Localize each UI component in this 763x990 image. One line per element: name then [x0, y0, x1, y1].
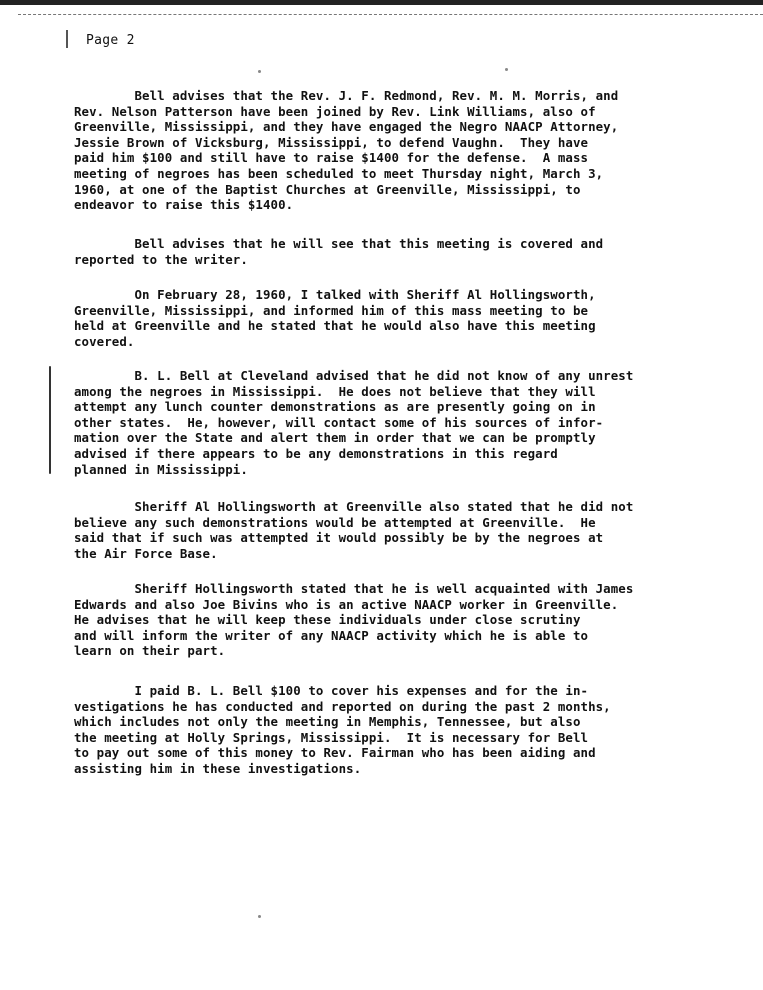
text-line: meeting of negroes has been scheduled to meet Thursday night, March 3,: [74, 165, 604, 181]
text-line: On February 28, 1960, I talked with Sheriff Al Hollingsworth,: [74, 287, 596, 302]
text-line: Greenville, Mississippi, and they have engaged the Negro NAACP Attorney,: [74, 119, 619, 135]
margin-tick-mark: [66, 30, 68, 48]
page-number-label: Page 2: [86, 33, 135, 48]
text-line: among the negroes in Mississippi. He does not believe that they will: [74, 383, 596, 399]
text-line: mation over the State and alert them in order that we can be promptly: [74, 430, 596, 446]
text-line: Sheriff Al Hollingsworth at Greenville also stated that he did not: [74, 499, 634, 514]
margin-annotation-line: [49, 366, 51, 474]
text-line: which includes not only the meeting in Memphis, Tennessee, but also: [74, 714, 581, 730]
paragraph-6: [74, 581, 714, 659]
text-line: Jessie Brown of Vicksburg, Mississippi, to defend Vaughn. They have: [74, 134, 589, 150]
paragraph-2: [74, 236, 714, 267]
text-line: He advises that he will keep these individuals under close scrutiny: [74, 612, 581, 628]
text-line: other states. He, however, will contact some of his sources of infor-: [74, 414, 604, 430]
paragraph-3: [74, 287, 714, 349]
text-line: Sheriff Hollingsworth stated that he is well acquainted with James: [74, 581, 634, 596]
text-line: the Air Force Base.: [74, 545, 218, 561]
text-line: Edwards and also Joe Bivins who is an active NAACP worker in Greenville.: [74, 596, 619, 612]
scan-speck: [258, 70, 261, 73]
top-border-rule: [0, 0, 763, 5]
text-line: I paid B. L. Bell $100 to cover his expenses and for the in-: [74, 683, 589, 698]
paragraph-1: [74, 88, 714, 213]
text-line: Bell advises that the Rev. J. F. Redmond, Rev. M. M. Morris, and: [74, 88, 619, 103]
text-line: paid him $100 and still have to raise $1400 for the defense. A mass: [74, 150, 589, 166]
text-line: advised if there appears to be any demonstrations in this regard: [74, 445, 558, 461]
text-line: Bell advises that he will see that this meeting is covered and: [74, 236, 604, 251]
text-line: B. L. Bell at Cleveland advised that he did not know of any unrest: [74, 368, 634, 383]
text-line: attempt any lunch counter demonstrations as are presently going on in: [74, 399, 596, 415]
text-line: Rev. Nelson Patterson have been joined by Rev. Link Williams, also of: [74, 103, 596, 119]
text-line: believe any such demonstrations would be attempted at Greenville. He: [74, 514, 596, 530]
paragraph-5: [74, 499, 714, 561]
text-line: 1960, at one of the Baptist Churches at Greenville, Mississippi, to: [74, 181, 581, 197]
text-line: the meeting at Holly Springs, Mississippi. It is necessary for Bell: [74, 729, 589, 745]
text-line: planned in Mississippi.: [74, 461, 248, 477]
text-line: learn on their part.: [74, 643, 226, 659]
text-line: covered.: [74, 333, 135, 349]
text-line: assisting him in these investigations.: [74, 760, 362, 776]
text-line: endeavor to raise this $1400.: [74, 197, 294, 213]
text-line: vestigations he has conducted and reported on during the past 2 months,: [74, 698, 611, 714]
text-line: to pay out some of this money to Rev. Fairman who has been aiding and: [74, 745, 596, 761]
text-line: reported to the writer.: [74, 251, 248, 267]
paragraph-7: [74, 683, 714, 777]
top-dashed-rule: [18, 14, 763, 16]
text-line: held at Greenville and he stated that he would also have this meeting: [74, 318, 596, 334]
text-line: and will inform the writer of any NAACP activity which he is able to: [74, 627, 589, 643]
paragraph-4: [74, 368, 714, 477]
scan-speck: [505, 68, 508, 71]
text-line: said that if such was attempted it would possibly be by the negroes at: [74, 530, 604, 546]
scan-speck: [258, 915, 261, 918]
text-line: Greenville, Mississippi, and informed him of this mass meeting to be: [74, 302, 589, 318]
